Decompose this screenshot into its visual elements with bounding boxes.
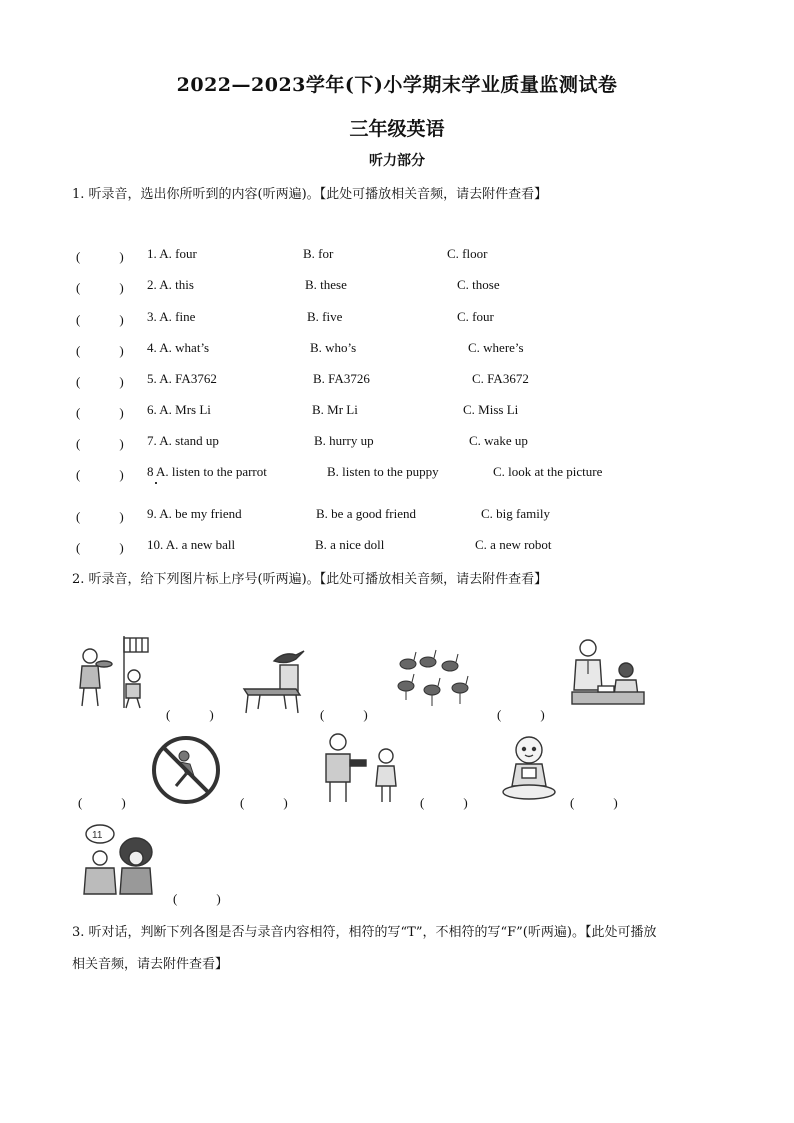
answer-bracket: ( )	[76, 374, 124, 389]
picture-birthday-eleven	[78, 822, 158, 896]
option-a: 10. A. a new ball	[147, 537, 236, 552]
answer-bracket: ( )	[76, 312, 124, 327]
picture-baby	[494, 734, 564, 802]
option-a: 9. A. be my friend	[147, 506, 242, 521]
option-a: 2. A. this	[147, 277, 194, 292]
option-c: C. wake up	[469, 433, 528, 448]
speech-bubble-number: 11	[92, 830, 103, 841]
part2-instruction: 2. 听录音，给下列图片标上序号(听两遍)。【此处可播放相关音频，请去附件查看】	[72, 572, 548, 587]
option-b: B. FA3726	[313, 371, 370, 386]
answer-bracket: ( )	[76, 467, 124, 482]
option-a: 6. A. Mrs Li	[147, 402, 211, 417]
answer-bracket: ( )	[570, 795, 618, 810]
option-b: B. a nice doll	[315, 537, 385, 552]
answer-bracket: ( )	[420, 795, 468, 810]
option-b: B. hurry up	[314, 433, 374, 448]
option-c: C. look at the picture	[493, 464, 603, 479]
exam-title: 2022—2023学年(下)小学期末学业质量监测试卷	[176, 74, 618, 96]
question-row	[76, 506, 716, 524]
question-row	[76, 277, 716, 295]
option-c: C. a new robot	[475, 537, 552, 552]
answer-bracket: ( )	[497, 707, 545, 722]
answer-bracket: ( )	[173, 891, 221, 906]
option-a: 3. A. fine	[147, 309, 196, 324]
option-a: 8 A. listen to the parrot	[147, 464, 267, 479]
option-b: B. Mr Li	[312, 402, 358, 417]
exam-subtitle: 三年级英语	[349, 118, 445, 140]
picture-man-and-girl	[320, 730, 404, 804]
option-a: 4. A. what’s	[147, 340, 210, 355]
option-b: B. five	[307, 309, 343, 324]
answer-bracket: ( )	[166, 707, 214, 722]
picture-man-boy-gate	[74, 632, 154, 710]
option-c: C. floor	[447, 246, 488, 261]
question-row	[76, 340, 716, 358]
option-c: C. where’s	[468, 340, 524, 355]
picture-geese	[394, 648, 478, 710]
option-b: B. these	[305, 277, 347, 292]
question-row	[76, 246, 716, 264]
question-row	[76, 402, 716, 420]
option-c: C. Miss Li	[463, 402, 519, 417]
answer-bracket: ( )	[76, 509, 124, 524]
option-b: B. be a good friend	[316, 506, 417, 521]
answer-bracket: ( )	[76, 343, 124, 358]
picture-no-running-sign	[150, 734, 222, 806]
part3-instruction-line2: 相关音频，请去附件查看】	[72, 957, 229, 972]
option-c: C. four	[457, 309, 494, 324]
answer-bracket: ( )	[76, 249, 124, 264]
question-row	[76, 537, 716, 555]
question-row	[76, 464, 716, 482]
answer-bracket: ( )	[76, 405, 124, 420]
option-a: 5. A. FA3762	[147, 371, 217, 386]
stray-mark	[155, 482, 157, 484]
answer-bracket: ( )	[240, 795, 288, 810]
section-title: 听力部分	[369, 153, 425, 169]
question-row	[76, 433, 716, 451]
option-a: 1. A. four	[147, 246, 197, 261]
option-b: B. who’s	[310, 340, 357, 355]
picture-teacher-student	[568, 634, 646, 710]
option-c: C. those	[457, 277, 500, 292]
picture-bird-on-chair	[238, 645, 308, 715]
option-a: 7. A. stand up	[147, 433, 219, 448]
answer-bracket: ( )	[78, 795, 126, 810]
part3-instruction-line1: 3. 听对话，判断下列各图是否与录音内容相符，相符的写“T”，不相符的写“F”(听两遍)。【此处可播放	[72, 925, 657, 940]
part1-instruction: 1. 听录音，选出你所听到的内容(听两遍)。【此处可播放相关音频，请去附件查看】	[72, 187, 548, 202]
option-b: B. for	[303, 246, 334, 261]
option-b: B. listen to the puppy	[327, 464, 439, 479]
answer-bracket: ( )	[76, 280, 124, 295]
option-c: C. FA3672	[472, 371, 529, 386]
answer-bracket: ( )	[76, 436, 124, 451]
answer-bracket: ( )	[320, 707, 368, 722]
question-row	[76, 371, 716, 389]
answer-bracket: ( )	[76, 540, 124, 555]
question-row	[76, 309, 716, 327]
option-c: C. big family	[481, 506, 550, 521]
